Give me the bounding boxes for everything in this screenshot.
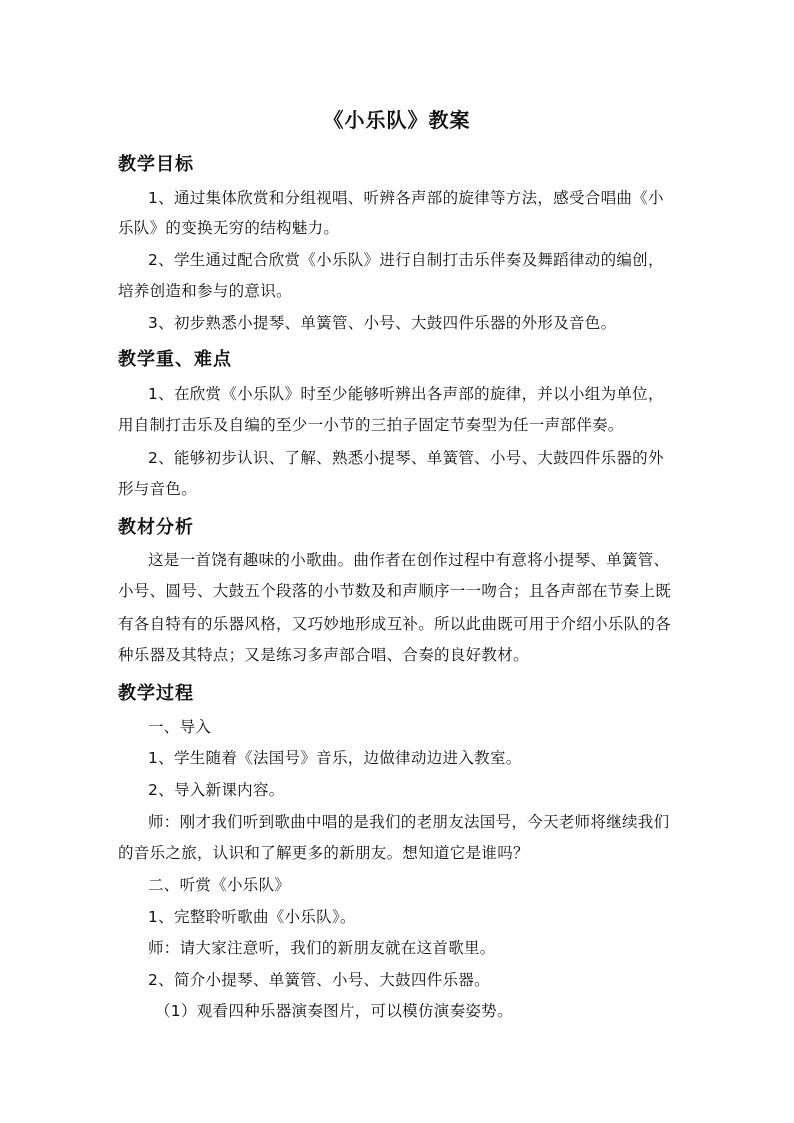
paragraph-line: 2、简介小提琴、单簧管、小号、大鼓四件乐器。 xyxy=(148,971,490,989)
paragraph-line: 3、初步熟悉小提琴、单簧管、小号、大鼓四件乐器的外形及音色。 xyxy=(148,314,617,332)
paragraph-line: 培养创造和参与的意识。 xyxy=(118,282,292,300)
section-heading-objectives: 教学目标 xyxy=(118,154,194,175)
paragraph-line: 用自制打击乐及自编的至少一小节的三拍子固定节奏型为任一声部伴奏。 xyxy=(118,416,624,434)
section-heading-process: 教学过程 xyxy=(118,683,194,704)
paragraph-line: （1）观看四种乐器演奏图片，可以模仿演奏姿势。 xyxy=(155,1002,513,1020)
paragraph-line: 形与音色。 xyxy=(118,480,198,498)
paragraph-line: 师：刚才我们听到歌曲中唱的是我们的老朋友法国号，今天老师将继续我们 xyxy=(148,813,670,831)
paragraph-line: 1、学生随着《法国号》音乐，边做律动边进入教室。 xyxy=(148,749,522,767)
paragraph-line: 一、导入 xyxy=(148,718,212,736)
document-title: 《小乐队》教案 xyxy=(323,108,471,132)
paragraph-line: 1、在欣赏《小乐队》时至少能够听辨出各声部的旋律，并以小组为单位， xyxy=(148,385,664,403)
paragraph-line: 2、学生通过配合欣赏《小乐队》进行自制打击乐伴奏及舞蹈律动的编创， xyxy=(148,251,664,269)
paragraph-line: 种乐器及其特点；又是练习多声部合唱、合奏的良好教材。 xyxy=(118,646,529,664)
paragraph-line: 师：请大家注意听，我们的新朋友就在这首歌里。 xyxy=(148,939,496,957)
paragraph-line: 有各自特有的乐器风格，又巧妙地形成互补。所以此曲既可用于介绍小乐队的各 xyxy=(118,615,672,633)
paragraph-line: 小号、圆号、大鼓五个段落的小节数及和声顺序一一吻合；且各声部在节奏上既 xyxy=(118,582,672,600)
paragraph-line: 二、听赏《小乐队》 xyxy=(148,876,291,894)
section-heading-analysis: 教材分析 xyxy=(118,517,194,538)
paragraph-line: 的音乐之旅，认识和了解更多的新朋友。想知道它是谁吗？ xyxy=(118,844,529,862)
paragraph-line: 这是一首饶有趣味的小歌曲。曲作者在创作过程中有意将小提琴、单簧管、 xyxy=(148,551,670,569)
paragraph-line: 1、完整聆听歌曲《小乐队》。 xyxy=(148,908,356,926)
paragraph-line: 2、能够初步认识、了解、熟悉小提琴、单簧管、小号、大鼓四件乐器的外 xyxy=(148,449,664,467)
paragraph-line: 2、导入新课内容。 xyxy=(148,781,285,799)
section-heading-key-points: 教学重、难点 xyxy=(118,349,232,370)
paragraph-line: 1、通过集体欣赏和分组视唱、听辨各声部的旋律等方法，感受合唱曲《小 xyxy=(148,189,664,207)
paragraph-line: 乐队》的变换无穷的结构魅力。 xyxy=(118,219,340,237)
